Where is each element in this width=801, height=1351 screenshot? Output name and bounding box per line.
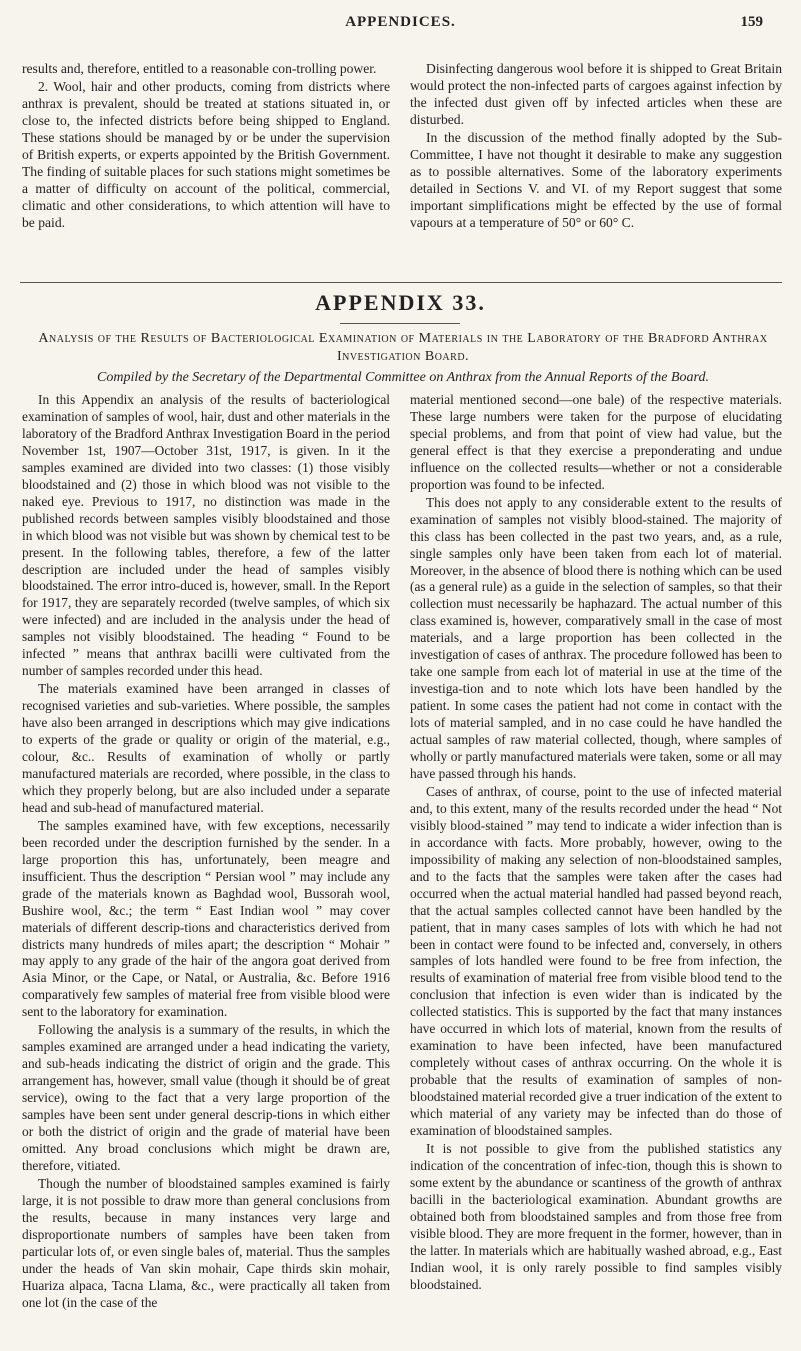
paragraph: Disinfecting dangerous wool before it is shipped to Great Britain would protect the non-infected parts of cargoes against infection by the infected dust given off by infected articles when these are disturbed. <box>410 61 782 127</box>
running-head <box>0 10 801 36</box>
paragraph: In this Appendix an analysis of the results of bacteriological examination of samples of wool, hair, dust and other materials in the laboratory of the Bradford Anthrax Investigation Board in the period November 1st, 1907—October 31st, 1917, is given. In it the samples examined are divided into two classes: (1) those visibly bloodstained and (2) those in which blood was not visible to the naked eye. Previous to 1917, no distinction was made in the published records between samples visibly bloodstained and those in which blood was not visible but was shown by chemical test to be present. In the following tables, therefore, a few of the latter description are included under the head of samples visibly bloodstained. The error intro-duced is, however, small. In the Report for 1917, they are separately recorded (twelve samples, of which six were infected) and are included in the analysis under the head of samples not visibly bloodstained. The heading “ Found to be infected ” means that anthrax bacilli were cultivated from the number of samples recorded under this head. <box>22 392 390 679</box>
section-heading: Analysis of the Results of Bacteriological Examination of Materials in the Laboratory of the Bradford Anthrax Investigation Board. <box>38 331 768 364</box>
paragraph: Though the number of bloodstained samples examined is fairly large, it is not possible to draw more than general conclusions from the results, because in many instances very large and disproportionate numbers of samples have been taken from particular lots of, or even single bales of, material. Thus the samples under the heads of Van skin mohair, Cape thirds skin mohair, Huariza alpaca, Tacna Llama, &c., were practically all taken from one lot (in the case of the <box>22 1175 390 1310</box>
top-right-column <box>410 60 782 232</box>
body-right-column <box>410 392 782 1295</box>
section-divider <box>20 282 782 283</box>
appendix-title: APPENDIX 33. <box>315 290 486 315</box>
paragraph: material mentioned second—one bale) of the respective materials. These large numbers were taken for the purpose of elucidating special problems, and from that point of view had value, but the general effect is that they exercise a preponderating and undue influence on the collected results—whether or not a considerable proportion was found to be infected. <box>410 392 782 492</box>
paragraph: results and, therefore, entitled to a reasonable con-trolling power. <box>22 61 377 76</box>
paragraph: 2. Wool, hair and other products, coming from districts where anthrax is prevalent, should be treated at stations situated in, or close to, the infected districts before being shipped to England. These stations should be managed by or be under the supervision of British experts, or experts appointed by the British Government. The finding of suitable places for such stations might sometimes be a matter of difficulty on account of the political, commercial, climatic and other considerations, to which attention will have to be paid. <box>22 79 390 230</box>
paragraph: Following the analysis is a summary of the results, in which the samples examined are arranged under a head indicating the variety, and sub-heads indicating the district of origin and the grade. This arrangement has, however, small value (though it should be of great service), owing to the fact that a very large proportion of the samples have been sent under general descrip-tions in which either or both the district of origin and the grade of material have been omitted. Any broad conclusions which might be drawn are, therefore, vitiated. <box>22 1022 390 1173</box>
paragraph: Cases of anthrax, of course, point to the use of infected material and, to this extent, many of the results recorded under the head “ Not visibly blood-stained ” may tend to indicate a wider infection than is in accordance with facts. More probably, however, owing to the impossibility of making any selection of non-bloodstained samples, and to the facts that the samples were taken after the cases had occurred when the actual material handled had passed beyond reach, that the actual samples collected cannot have been handled by the patient, that in many cases samples of lots with which he had not been in contact were found to be infected and, conversely, in others samples of lots handled were found to be free from infection, the results of examination of material free from visible blood tend to the conclusion that infection is even wider than is indicated by the collected statistics. This is supported by the fact that many instances have occurred in which lots of material, known from the results of examination to have been infected, have been manufactured completely without cases of anthrax occurring. On the whole it is probable that the results of examination of samples of non-bloodstained material recorded give a truer indication of the extent to which material of any variety may be infected than do those of examination of bloodstained samples. <box>410 783 782 1138</box>
running-title: APPENDICES. <box>345 14 456 30</box>
paragraph: In the discussion of the method finally adopted by the Sub-Committee, I have not thought it desirable to make any suggestion as to possible alternatives. Some of the laboratory experiments detailed in Sections V. and VI. of my Report suggest that some important simplifications might be effected by the use of formal vapours at a temperature of 50° or 60° C. <box>410 130 782 230</box>
body-left-column <box>22 392 390 1312</box>
top-left-column <box>22 60 390 232</box>
compiled-by-note: Compiled by the Secretary of the Departmental Committee on Anthrax from the Annual Reports of the Board. <box>97 370 709 385</box>
paragraph: It is not possible to give from the published statistics any indication of the concentration of infec-tion, though this is shown to some extent by the abundance or scantiness of the growth of anthrax bacilli in the bacteriological examination. Abundant growths are obtained both from bloodstained samples and from those free from visible blood. They are more frequent in the former, however, than in the latter. In materials which are habitually washed abroad, e.g., East Indian wool, it is only rarely possible to find samples visibly bloodstained. <box>410 1140 782 1292</box>
title-underline <box>340 323 460 324</box>
paragraph: The materials examined have been arranged in classes of recognised varieties and sub-varieties. Where possible, the samples have also been arranged in descriptions which may give indications to experts of the grade or quality or origin of the material, e.g., colour, &c.. Results of examination of wholly or partly manufactured materials are recorded, where possible, in the class to which they properly belong, but are also included under a separate head and sub-head of manufactured material. <box>22 681 390 815</box>
paragraph: The samples examined have, with few exceptions, necessarily been recorded under the description furnished by the sender. In a large proportion this has, unfortunately, been meagre and insufficient. Thus the description “ Persian wool ” may include any grade of the materials known as Baghdad wool, Bussorah wool, Bushire wool, &c.; the term “ East Indian wool ” may cover materials of different descrip-tions and characteristics derived from districts many hundreds of miles apart; the description “ Mohair ” may apply to any grade of the hair of the angora goat derived from Asia Minor, or the Cape, or Natal, or Australia, &c. Before 1916 comparatively few samples of material free from visible blood were sent to the laboratory for examination. <box>22 817 390 1020</box>
paragraph: This does not apply to any considerable extent to the results of examination of samples not visibly blood-stained. The majority of this class has been collected in the past two years, and, as a rule, single samples only have been taken from each lot of material. Moreover, in the absence of blood there is nothing which can be used (as a general rule) as a guide in the selection of samples, so that their collection must necessarily be haphazard. The actual number of this class examined is, however, comparatively small in the case of most materials, and a large proportion has been collected in the investigation of cases of anthrax. The procedure followed has been to take one sample from each lot of material in use at the time of the investiga-tion and to note which lots have been handled by the patient. In some cases the patient had not come in contact with the lots of material sampled, and in no case could he have handled the actual samples of raw material collected, though, where samples of wholly or partly manufactured materials were taken, some or all may have passed through his hands. <box>410 494 782 781</box>
page-number: 159 <box>740 14 763 30</box>
